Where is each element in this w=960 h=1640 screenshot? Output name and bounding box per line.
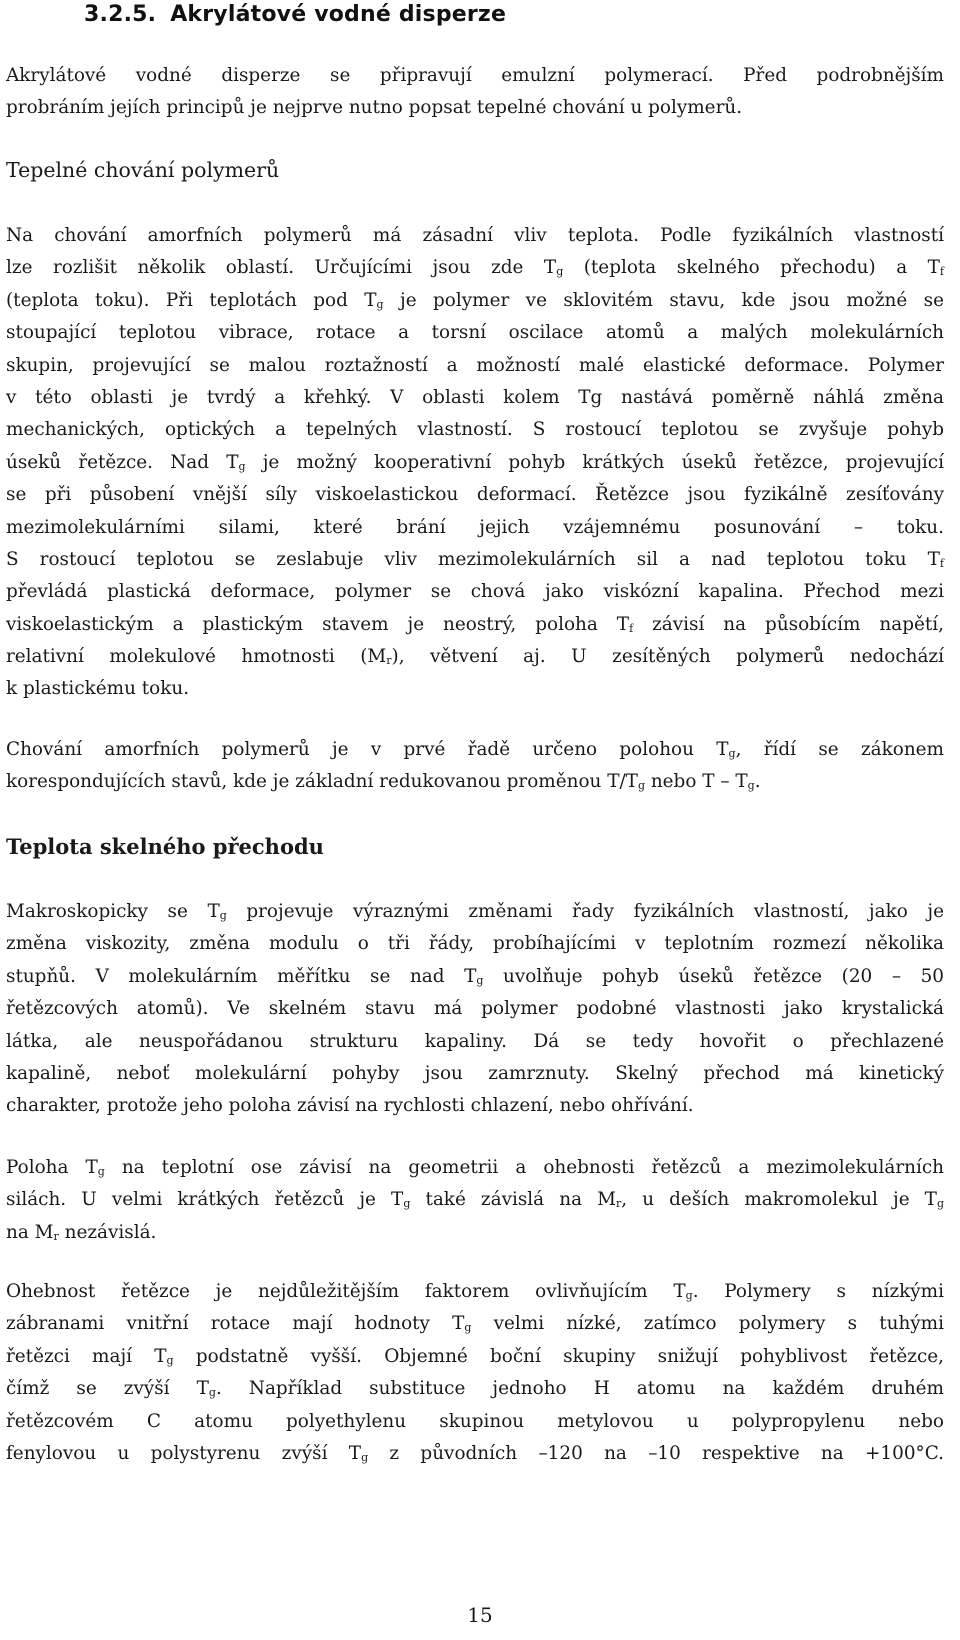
text-line: řetězci mají $T_g$ podstatně vyšší. Objemné boční skupiny snižují pohyblivost řetězce, (6, 1345, 944, 1367)
subheading-thermal-behavior: Tepelné chování polymerů (6, 158, 280, 182)
text-line: mechanických, optických a tepelných vlastností. S rostoucí teplotou se zvyšuje pohyb (6, 419, 944, 441)
text-line: skupin, projevující se malou roztažností a možností malé elastické deformace. Polymer (6, 354, 944, 376)
text-line: řetězcových atomů). Ve skelném stavu má polymer podobné vlastnosti jako krystalická (6, 998, 944, 1020)
text-line: S rostoucí teplotou se zeslabuje vliv mezimolekulárních sil a nad teplotou toku $T_f$ (6, 548, 944, 570)
text-line: probráním jejích principů je nejprve nutno popsat tepelné chování u polymerů. (6, 97, 743, 119)
text-line: (teplota toku). Při teplotách pod $T_g$ je polymer ve sklovitém stavu, kde jsou možné se (6, 289, 944, 311)
section-title (84, 2, 506, 27)
text-line: Ohebnost řetězce je nejdůležitějším faktorem ovlivňujícím $T_g$. Polymery s nízkými (6, 1281, 944, 1302)
text-line: změna viskozity, změna modulu o tři řády, probíhajícími v teplotním rozmezí několika (6, 933, 944, 955)
text-line: relativní molekulové hmotnosti $(M_r)$, větvení aj. U zesítěných polymerů nedochází (6, 646, 944, 668)
text-line: silách. U velmi krátkých řetězců je $T_g$ také závislá na $M_r$, u deších makromolekul je $T_g$ (6, 1189, 944, 1211)
paragraph-chain-flexibility (6, 1276, 944, 1470)
text-line: Chování amorfních polymerů je v prvé řadě určeno polohou $T_g$, řídí se zákonem (6, 739, 944, 760)
text-line: Poloha $T_g$ na teplotní ose závisí na geometrii a ohebnosti řetězců a mezimolekulárních (6, 1157, 945, 1178)
text-line: viskoelastickým a plastickým stavem je neostrý, poloha $T_f$ závisí na působícím napětí, (6, 613, 944, 635)
text-line: Akrylátové vodné disperze se připravují emulzní polymerací. Před podrobnějším (6, 65, 944, 86)
text-line: Makroskopicky se $T_g$ projevuje výraznými změnami řady fyzikálních vlastností, jako je (6, 901, 944, 922)
text-line: čímž se zvýší $T_g$. Například substituce jednoho H atomu na každém druhém (6, 1378, 944, 1400)
text-line: korespondujících stavů, kde je základní redukovanou proměnou $T/T_g$ nebo T – $T_g$. (6, 771, 761, 793)
paragraph-tg-position (6, 1152, 944, 1249)
page-number: 15 (467, 1603, 493, 1627)
subheading-glass-transition: Teplota skelného přechodu (6, 834, 324, 859)
text-line: zábranami vnitřní rotace mají hodnoty $T_g$ velmi nízké, zatímco polymery s tuhými (6, 1313, 944, 1335)
text-line: stoupající teplotou vibrace, rotace a torsní oscilace atomů a malých molekulárních (6, 322, 944, 344)
text-line: k plastickému toku. (6, 678, 190, 700)
text-line: v této oblasti je tvrdý a křehký. V oblasti kolem Tg nastává poměrně náhlá změna (6, 386, 944, 408)
text-line: úseků řetězce. Nad $T_g$ je možný kooperativní pohyb krátkých úseků řetězce, projevující (6, 451, 944, 473)
text-line: převládá plastická deformace, polymer se chová jako viskózní kapalina. Přechod mezi (6, 581, 944, 603)
text-line: fenylovou u polystyrenu zvýší $T_g$ z původních –120 na –10 respektive na +100°C. (6, 1442, 944, 1464)
paragraph-glass-transition (6, 896, 944, 1123)
text-line: se při působení vnější síly viskoelastickou deformací. Řetězce jsou fyzikálně zesíťovány (6, 484, 944, 506)
text-line: na $M_r$ nezávislá. (6, 1221, 157, 1243)
text-line: Na chování amorfních polymerů má zásadní vliv teplota. Podle fyzikálních vlastností (6, 225, 944, 246)
text-line: charakter, protože jeho poloha závisí na rychlosti chlazení, nebo ohřívání. (6, 1095, 694, 1117)
text-line: kapalině, neboť molekulární pohyby jsou zamrznuty. Skelný přechod má kinetický (6, 1062, 944, 1084)
text-line: lze rozlišit několik oblastí. Určujícími jsou zde $T_g$ (teplota skelného přechodu) a $T_f$ (6, 257, 944, 279)
text-line: mezimolekulárními silami, které brání jejich vzájemnému posunování – toku. (6, 516, 944, 538)
paragraph-thermal-behavior (6, 220, 944, 706)
text-line: řetězcovém C atomu polyethylenu skupinou metylovou u polypropylenu nebo (6, 1410, 944, 1432)
text-line: látka, ale neuspořádanou strukturu kapaliny. Dá se tedy hovořit o přechlazené (6, 1030, 944, 1052)
section-title-text: Akrylátové vodné disperze (170, 2, 507, 27)
paragraph-corresponding-states (6, 734, 944, 799)
section-number: 3.2.5. (84, 2, 157, 27)
text-line: stupňů. V molekulárním měřítku se nad $T_g$ uvolňuje pohyb úseků řetězce (20 – 50 (6, 965, 944, 987)
intro-paragraph (6, 60, 944, 125)
